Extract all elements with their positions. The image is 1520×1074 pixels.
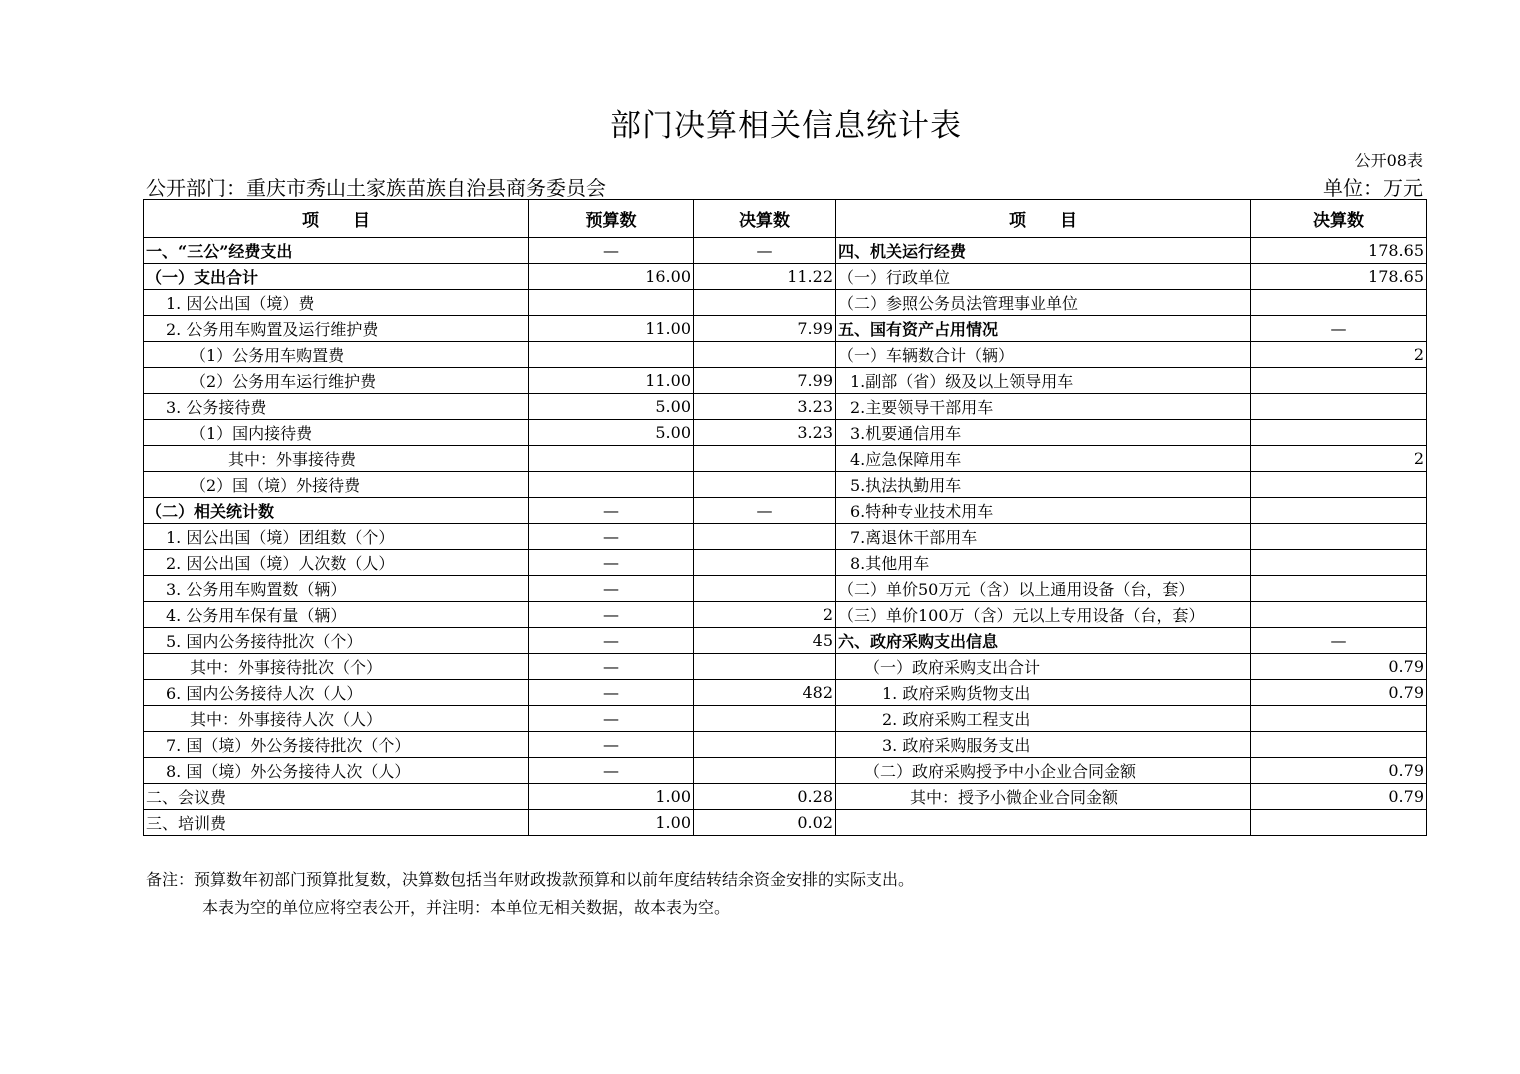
table-row bbox=[144, 290, 1427, 316]
budget-cell: — bbox=[529, 498, 694, 524]
final-right-cell bbox=[1251, 472, 1427, 498]
final-left-cell bbox=[694, 732, 836, 758]
right-item-cell: 2.主要领导干部用车 bbox=[836, 394, 1251, 420]
final-right-cell: 178.65 bbox=[1251, 238, 1427, 264]
left-item-cell: （1）公务用车购置费 bbox=[144, 342, 529, 368]
header-final-left: 决算数 bbox=[694, 200, 836, 238]
table-row bbox=[144, 758, 1427, 784]
final-right-cell bbox=[1251, 290, 1427, 316]
table-row bbox=[144, 316, 1427, 342]
note-line-1: 备注：预算数年初部门预算批复数，决算数包括当年财政拨款预算和以前年度结转结余资金安排的实际支出。 bbox=[146, 870, 915, 889]
table-row bbox=[144, 628, 1427, 654]
final-left-cell: 3.23 bbox=[694, 420, 836, 446]
right-item-cell: （一）政府采购支出合计 bbox=[836, 654, 1251, 680]
left-item-cell: 其中：外事接待人次（人） bbox=[144, 706, 529, 732]
table-row bbox=[144, 498, 1427, 524]
budget-cell: — bbox=[529, 628, 694, 654]
right-item-cell: （二）参照公务员法管理事业单位 bbox=[836, 290, 1251, 316]
final-right-cell: 0.79 bbox=[1251, 784, 1427, 810]
budget-cell: 1.00 bbox=[529, 784, 694, 810]
budget-cell: 11.00 bbox=[529, 316, 694, 342]
budget-cell: — bbox=[529, 758, 694, 784]
left-item-cell: 8. 国（境）外公务接待人次（人） bbox=[144, 758, 529, 784]
final-right-cell bbox=[1251, 602, 1427, 628]
right-item-cell: 其中：授予小微企业合同金额 bbox=[836, 784, 1251, 810]
left-item-cell: （2）国（境）外接待费 bbox=[144, 472, 529, 498]
final-right-cell bbox=[1251, 524, 1427, 550]
budget-cell: — bbox=[529, 602, 694, 628]
final-right-cell bbox=[1251, 550, 1427, 576]
header-item-left: 项 目 bbox=[144, 200, 529, 238]
table-row bbox=[144, 732, 1427, 758]
right-item-cell: 8.其他用车 bbox=[836, 550, 1251, 576]
left-item-cell: 2. 公务用车购置及运行维护费 bbox=[144, 316, 529, 342]
table-row bbox=[144, 654, 1427, 680]
final-left-cell bbox=[694, 706, 836, 732]
left-item-cell: 6. 国内公务接待人次（人） bbox=[144, 680, 529, 706]
department-label: 公开部门：重庆市秀山土家族苗族自治县商务委员会 bbox=[146, 176, 606, 200]
final-left-cell: 11.22 bbox=[694, 264, 836, 290]
final-right-cell: 0.79 bbox=[1251, 758, 1427, 784]
table-row bbox=[144, 394, 1427, 420]
table-row bbox=[144, 264, 1427, 290]
right-item-cell: 3. 政府采购服务支出 bbox=[836, 732, 1251, 758]
final-left-cell bbox=[694, 524, 836, 550]
right-item-cell: （一）车辆数合计（辆） bbox=[836, 342, 1251, 368]
final-right-cell bbox=[1251, 368, 1427, 394]
budget-cell: — bbox=[529, 524, 694, 550]
final-left-cell: 0.28 bbox=[694, 784, 836, 810]
final-right-cell bbox=[1251, 498, 1427, 524]
right-item-cell: （二）单价50万元（含）以上通用设备（台，套） bbox=[836, 576, 1251, 602]
right-item-cell: 2. 政府采购工程支出 bbox=[836, 706, 1251, 732]
right-item-cell: （二）政府采购授予中小企业合同金额 bbox=[836, 758, 1251, 784]
final-left-cell bbox=[694, 472, 836, 498]
table-row bbox=[144, 472, 1427, 498]
final-right-cell: 0.79 bbox=[1251, 680, 1427, 706]
final-left-cell bbox=[694, 576, 836, 602]
budget-cell: — bbox=[529, 576, 694, 602]
budget-cell: 11.00 bbox=[529, 368, 694, 394]
budget-cell: — bbox=[529, 732, 694, 758]
left-item-cell: 其中：外事接待批次（个） bbox=[144, 654, 529, 680]
table-row bbox=[144, 368, 1427, 394]
final-left-cell: 7.99 bbox=[694, 316, 836, 342]
budget-cell: 5.00 bbox=[529, 420, 694, 446]
final-left-cell bbox=[694, 654, 836, 680]
left-item-cell: 二、会议费 bbox=[144, 784, 529, 810]
table-row bbox=[144, 602, 1427, 628]
right-item-cell: 六、政府采购支出信息 bbox=[836, 628, 1251, 654]
table-row bbox=[144, 680, 1427, 706]
right-item-cell: （一）行政单位 bbox=[836, 264, 1251, 290]
left-item-cell: 其中：外事接待费 bbox=[144, 446, 529, 472]
table-row bbox=[144, 420, 1427, 446]
right-item-cell: 4.应急保障用车 bbox=[836, 446, 1251, 472]
budget-cell: — bbox=[529, 680, 694, 706]
table-row bbox=[144, 576, 1427, 602]
table-row bbox=[144, 706, 1427, 732]
left-item-cell: 3. 公务用车购置数（辆） bbox=[144, 576, 529, 602]
right-item-cell: 7.离退休干部用车 bbox=[836, 524, 1251, 550]
final-left-cell bbox=[694, 550, 836, 576]
left-item-cell: （二）相关统计数 bbox=[144, 498, 529, 524]
table-code: 公开08表 bbox=[1354, 151, 1423, 170]
table-row bbox=[144, 446, 1427, 472]
final-right-cell: 2 bbox=[1251, 446, 1427, 472]
table-header-row bbox=[144, 200, 1427, 238]
final-left-cell: 0.02 bbox=[694, 810, 836, 836]
final-left-cell: 2 bbox=[694, 602, 836, 628]
left-item-cell: （1）国内接待费 bbox=[144, 420, 529, 446]
right-item-cell bbox=[836, 810, 1251, 836]
final-right-cell: 0.79 bbox=[1251, 654, 1427, 680]
left-item-cell: 5. 国内公务接待批次（个） bbox=[144, 628, 529, 654]
budget-cell bbox=[529, 446, 694, 472]
right-item-cell: 四、机关运行经费 bbox=[836, 238, 1251, 264]
statistics-table bbox=[143, 199, 1427, 836]
notes bbox=[146, 866, 914, 922]
budget-cell bbox=[529, 290, 694, 316]
left-item-cell: 1. 因公出国（境）费 bbox=[144, 290, 529, 316]
final-right-cell bbox=[1251, 732, 1427, 758]
table-row bbox=[144, 342, 1427, 368]
header-final-right: 决算数 bbox=[1251, 200, 1427, 238]
header-item-right: 项 目 bbox=[836, 200, 1251, 238]
budget-cell bbox=[529, 342, 694, 368]
final-left-cell bbox=[694, 758, 836, 784]
final-right-cell: — bbox=[1251, 628, 1427, 654]
budget-cell: — bbox=[529, 550, 694, 576]
budget-cell: 5.00 bbox=[529, 394, 694, 420]
final-left-cell: 482 bbox=[694, 680, 836, 706]
right-item-cell: 3.机要通信用车 bbox=[836, 420, 1251, 446]
budget-cell: — bbox=[529, 654, 694, 680]
final-left-cell: 7.99 bbox=[694, 368, 836, 394]
left-item-cell: 一、“三公”经费支出 bbox=[144, 238, 529, 264]
final-right-cell: 2 bbox=[1251, 342, 1427, 368]
final-right-cell bbox=[1251, 706, 1427, 732]
table-row bbox=[144, 238, 1427, 264]
final-left-cell bbox=[694, 446, 836, 472]
header-budget: 预算数 bbox=[529, 200, 694, 238]
final-left-cell: 45 bbox=[694, 628, 836, 654]
right-item-cell: 1.副部（省）级及以上领导用车 bbox=[836, 368, 1251, 394]
final-right-cell: 178.65 bbox=[1251, 264, 1427, 290]
final-left-cell: — bbox=[694, 238, 836, 264]
left-item-cell: 4. 公务用车保有量（辆） bbox=[144, 602, 529, 628]
table-row bbox=[144, 810, 1427, 836]
final-left-cell bbox=[694, 342, 836, 368]
left-item-cell: 3. 公务接待费 bbox=[144, 394, 529, 420]
table-row bbox=[144, 784, 1427, 810]
final-right-cell bbox=[1251, 394, 1427, 420]
final-right-cell bbox=[1251, 810, 1427, 836]
final-left-cell: 3.23 bbox=[694, 394, 836, 420]
table-row bbox=[144, 524, 1427, 550]
left-item-cell: （2）公务用车运行维护费 bbox=[144, 368, 529, 394]
final-right-cell bbox=[1251, 420, 1427, 446]
budget-cell: 1.00 bbox=[529, 810, 694, 836]
page-title: 部门决算相关信息统计表 bbox=[610, 108, 962, 144]
left-item-cell: 1. 因公出国（境）团组数（个） bbox=[144, 524, 529, 550]
right-item-cell: 1. 政府采购货物支出 bbox=[836, 680, 1251, 706]
budget-cell: — bbox=[529, 238, 694, 264]
table-body bbox=[144, 238, 1427, 836]
left-item-cell: 三、培训费 bbox=[144, 810, 529, 836]
right-item-cell: （三）单价100万（含）元以上专用设备（台，套） bbox=[836, 602, 1251, 628]
final-right-cell bbox=[1251, 576, 1427, 602]
left-item-cell: （一）支出合计 bbox=[144, 264, 529, 290]
table-row bbox=[144, 550, 1427, 576]
budget-cell: — bbox=[529, 706, 694, 732]
final-right-cell: — bbox=[1251, 316, 1427, 342]
right-item-cell: 五、国有资产占用情况 bbox=[836, 316, 1251, 342]
left-item-cell: 7. 国（境）外公务接待批次（个） bbox=[144, 732, 529, 758]
unit-label: 单位：万元 bbox=[1323, 176, 1423, 200]
budget-cell bbox=[529, 472, 694, 498]
final-left-cell bbox=[694, 290, 836, 316]
right-item-cell: 5.执法执勤用车 bbox=[836, 472, 1251, 498]
note-line-2: 本表为空的单位应将空表公开，并注明：本单位无相关数据，故本表为空。 bbox=[202, 898, 731, 917]
right-item-cell: 6.特种专业技术用车 bbox=[836, 498, 1251, 524]
budget-cell: 16.00 bbox=[529, 264, 694, 290]
left-item-cell: 2. 因公出国（境）人次数（人） bbox=[144, 550, 529, 576]
final-left-cell: — bbox=[694, 498, 836, 524]
